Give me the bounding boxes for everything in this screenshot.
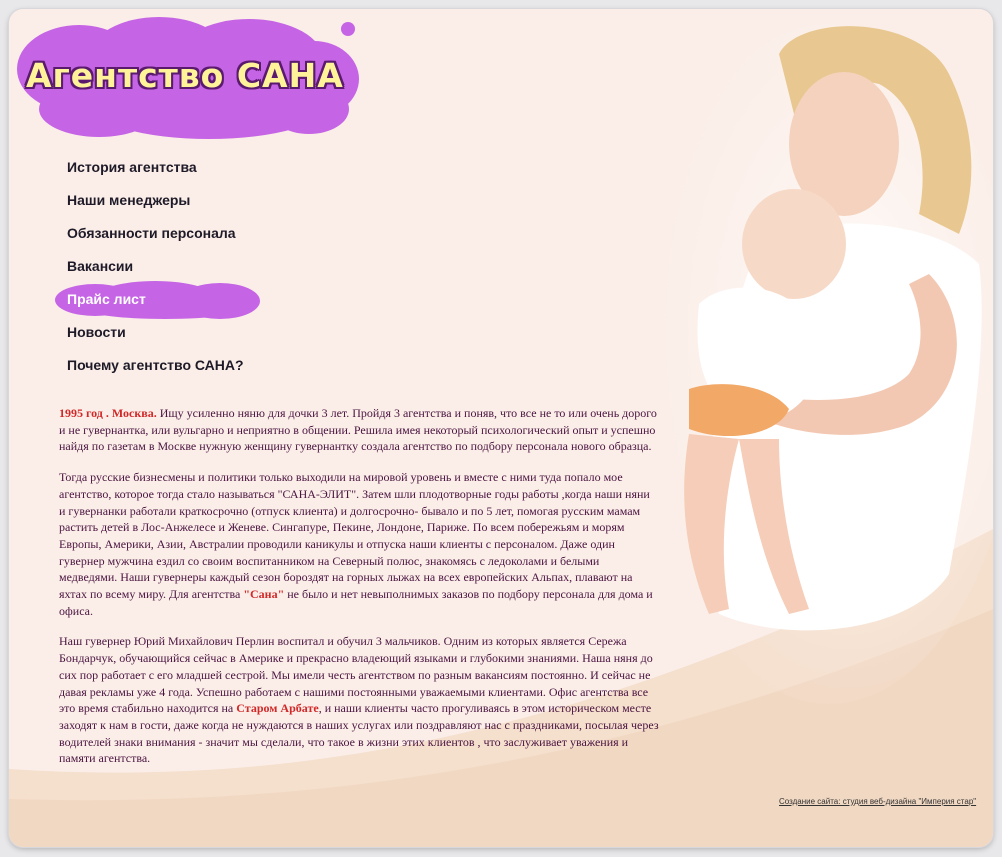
paragraph-text: , и наши клиенты часто прогуливаясь в этом историческом месте заходят к нам в гости, даже когда не нуждаются в наших услугах или поздравляют нас с праздниками, посылая через водителей знаки внимания - значит мы сделали, что такое в жизни этих клиентов , что заслуживает уважения и памяти агентства.: [59, 701, 659, 766]
mother-child-photo: [629, 14, 993, 704]
site-logo[interactable]: [9, 9, 369, 149]
logo-text: Агентство САНА: [26, 56, 344, 95]
menu-item-label: Обязанности персонала: [67, 225, 236, 241]
paragraph-text: Тогда русские бизнесмены и политики только выходили на мировой уровень и вместе с ними туда попало мое агентство, которое тогда стало называться "САНА-ЭЛИТ". Затем шли плодотворные годы работы ,когда наши няни и гувернанки работали краткосрочно (отпуск клиента) и долгосрочно- бывало и по 5 лет, помогая русским мамам растить детей в Лос-Анжелесе и Женеве. Сингапуре, Пекине, Лондоне, Париже. По всем побережьям и морям Европы, Америки, Азии, Австралии проводили каникулы и отпуска наши клиенты с персоналом. Даже один гувернер мужчина ездил со своим воспитанником на Северный полюс, знакомясь с ледоколами и белыми медведями. Наши гувернеры каждый сезон бороздят на горных лыжах на всех европейских Альпах, плавают на яхтах по всему миру. Для агентства: [59, 470, 650, 602]
menu-item-label: Новости: [67, 324, 126, 340]
page-frame: [9, 9, 993, 847]
menu-item-why-sana[interactable]: [67, 355, 244, 388]
highlight-location: Старом Арбате: [236, 701, 319, 716]
site-credit-link[interactable]: Создание сайта: студия веб-дизайна "Империя стар": [779, 797, 977, 806]
menu-item-label: История агентства: [67, 159, 197, 175]
menu-item-label: Вакансии: [67, 258, 134, 274]
menu-item-label: Наши менеджеры: [67, 192, 191, 208]
menu-item-history[interactable]: [67, 157, 244, 190]
menu-item-managers[interactable]: [67, 190, 244, 223]
menu-item-price-list[interactable]: [67, 289, 244, 322]
menu-item-duties[interactable]: [67, 223, 244, 256]
highlight-agency-name: "Сана": [243, 587, 285, 602]
paragraph-text: Ищу усиленно няню для дочки 3 лет. Пройдя 3 агентства и поняв, что все не то или очень дорого и не гувернантка, или вульгарно и неприятно в общении. Решила имея некоторый психологический опыт и успешно найдя по газетам в Москве нужную женщину гувернантку создала агентство по подбору персонала нового образца.: [59, 406, 657, 454]
highlight-year: 1995 год . Москва.: [59, 406, 157, 420]
paragraph-tutor: [59, 633, 659, 767]
paragraph-text: Наш гувернер Юрий Михайлович Перлин воспитал и обучил 3 мальчиков. Одним из которых является Сережа Бондарчук, обучающийся сейчас в Америке и прекрасно владеющий языками и глубокими знаниями. Наша няня до сих пор работает с его младшей сестрой. Мы имели честь агентством по разным вакансиям постоянно. И сейчас не давая рекламы уже 4 года. Успешно работаем с нашими постоянными уважаемыми клиентами. Офис агентства все это время стабильно находится на: [59, 634, 653, 716]
menu-item-label: Почему агентство САНА?: [67, 357, 244, 373]
main-content: [59, 405, 659, 781]
main-menu: [67, 157, 244, 388]
menu-item-news[interactable]: [67, 322, 244, 355]
paragraph-text: не было и нет невыполнимых заказов по подбору персонала для дома и офиса.: [59, 587, 653, 618]
menu-item-label: Прайс лист: [67, 291, 146, 307]
paragraph-history: [59, 405, 659, 455]
paragraph-business: [59, 469, 659, 619]
